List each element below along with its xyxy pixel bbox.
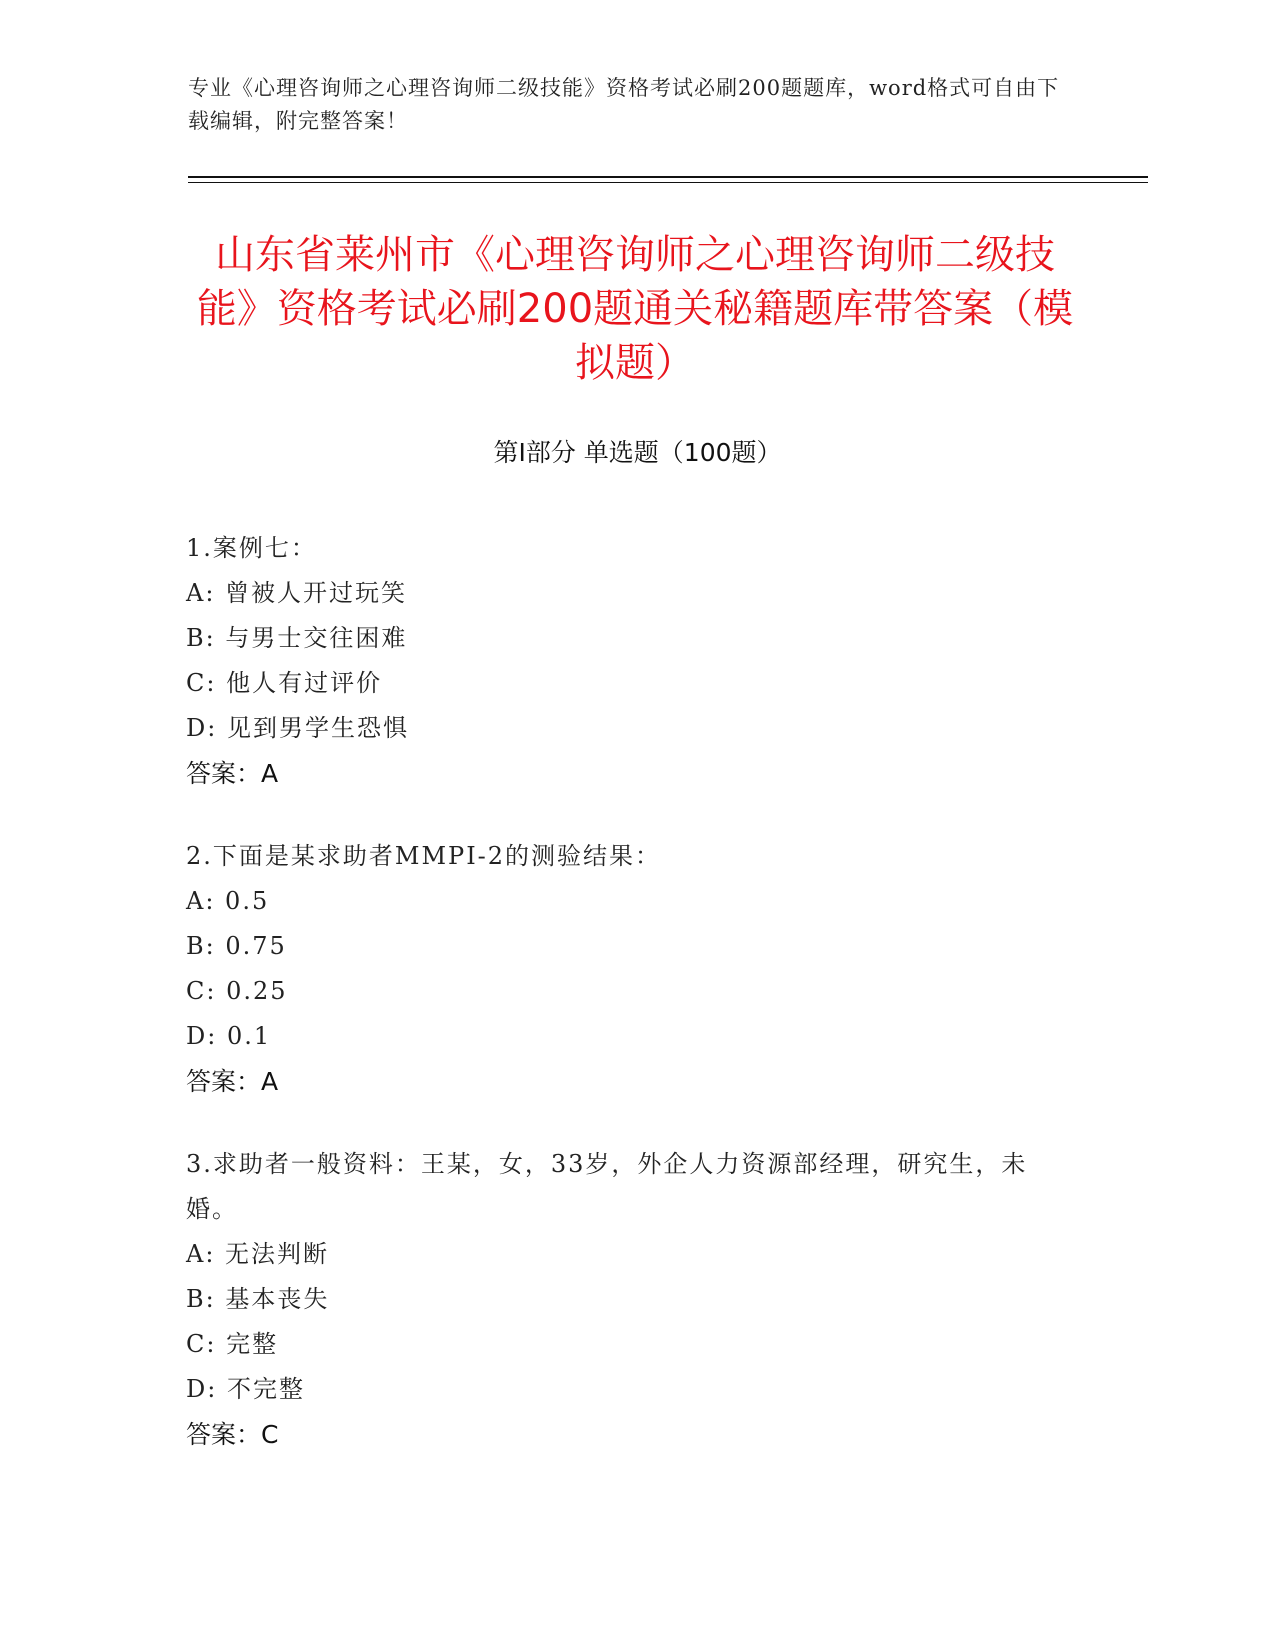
option-a: A: 无法判断 [186,1240,330,1268]
option-a: A: 曾被人开过玩笑 [186,579,408,607]
answer: 答案：A [186,1067,279,1096]
option-c: C: 完整 [186,1330,279,1358]
option-d: D: 0.1 [186,1022,272,1050]
option-c: C: 0.25 [186,977,288,1005]
option-b: B: 与男士交往困难 [186,624,408,652]
question-3 [186,1142,1066,1457]
question-list [186,526,1066,1495]
question-2 [186,834,1066,1104]
option-a: A: 0.5 [186,887,270,915]
answer: 答案：A [186,759,279,788]
document-title: 山东省莱州市《心理咨询师之心理咨询师二级技能》资格考试必刷200题通关秘籍题库带答案（模拟题） [196,232,1074,386]
option-b: B: 0.75 [186,932,287,960]
question-text: 2.下面是某求助者MMPI-2的测验结果： [186,842,662,870]
question-text: 3.求助者一般资料：王某，女，33岁，外企人力资源部经理，研究生，未婚。 [186,1150,1028,1223]
question-1 [186,526,1066,796]
option-d: D: 不完整 [186,1375,305,1403]
option-c: C: 他人有过评价 [186,669,383,697]
answer: 答案：C [186,1420,279,1449]
option-d: D: 见到男学生恐惧 [186,714,409,742]
header-divider-thin [188,182,1148,183]
question-text: 1.案例七： [186,534,317,562]
header-divider-thick [188,176,1148,178]
section-title: 第Ⅰ部分 单选题（100题） [493,438,782,467]
option-b: B: 基本丧失 [186,1285,330,1313]
header-note: 专业《心理咨询师之心理咨询师二级技能》资格考试必刷200题题库，word格式可自由下载编辑，附完整答案！ [188,76,1060,133]
